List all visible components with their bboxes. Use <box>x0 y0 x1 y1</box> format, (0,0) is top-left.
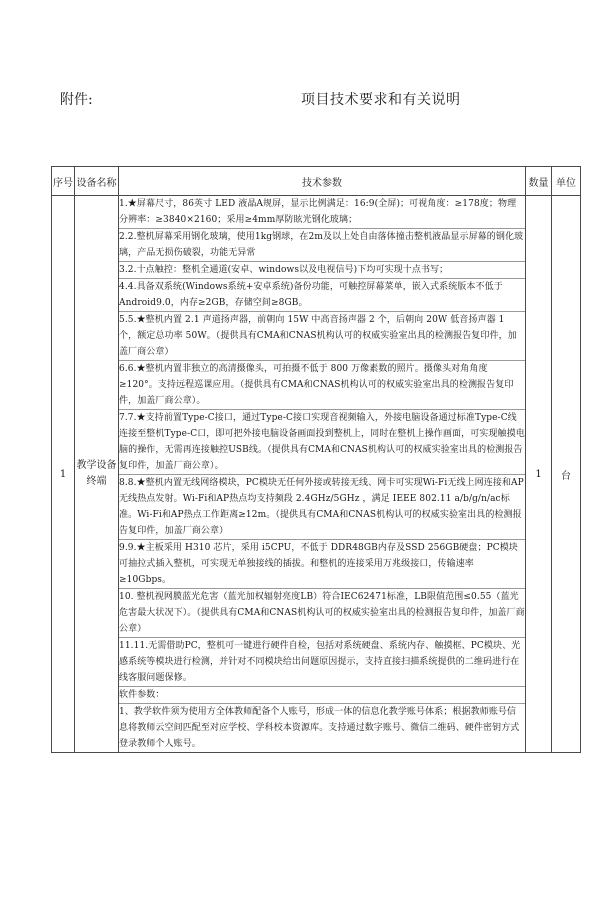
attachment-label: 附件: <box>60 92 93 108</box>
header-tech-params: 技术参数 <box>119 167 526 196</box>
table-header-row <box>52 167 581 196</box>
param-item: 10. 整机视网膜蓝光危害（蓝光加权辐射亮度LB）符合IEC62471标准，LB限值范围≤0.55（蓝光危害最大状况下）。（提供具有CMA和CNAS机构认可的权威实验室出具的检测报告复印件，加盖厂商公章） <box>119 589 525 638</box>
param-item: 6.6.★整机内置非独立的高清摄像头，可拍摄不低于 800 万像素数的照片。摄像头对角角度≥120°。支持远程巡课应用。（提供具有CMA和CNAS机构认可的权威实验室出具的检测报告复印件，加盖厂商公章）。 <box>119 361 525 410</box>
row-tech-params <box>119 196 526 753</box>
param-item: 1、教学软件须为使用方全体教师配备个人账号，形成一体的信息化教学账号体系；根据教师账号信息将教师云空间匹配至对应学校、学科校本资源库。支持通过数字账号、微信二维码、硬件密钥方式登录教师个人账号。 <box>119 707 520 749</box>
param-item: 3.2.十点触控：整机全通道(安卓、windows以及电视信号)下均可实现十点书写； <box>119 262 525 279</box>
param-item: 软件参数： <box>119 687 525 704</box>
row-quantity: 1 <box>526 196 552 753</box>
param-item: 4.4.具备双系统(Windows系统+安卓系统)备份功能，可触控屏幕菜单，嵌入式系统版本不低于Android9.0，内存≥2GB，存储空间≥8GB。 <box>119 279 525 312</box>
param-item: 7.7.★支持前置Type-C接口，通过Type-C接口实现音视频输入，外接电脑设备通过标准Type-C线连接至整机Type-C口，即可把外接电脑设备画面投到整机上，同时在整机上操作画面，可实现触摸电脑的操作，无需再连接触控USB线。（提供具有CMA和CNAS机构认可的权威实验室出具的检测报告复印件，加盖厂商公章）。 <box>119 410 525 475</box>
row-seq: 1 <box>52 196 75 753</box>
param-item: 8.8.★整机内置无线网络模块，PC模块无任何外接或转接无线、网卡可实现Wi-Fi无线上网连接和AP无线热点发射。Wi-Fi和AP热点均支持频段 2.4GHz/5GHz ，满足 IEEE 802.11 a/b/g/n/ac标准。Wi-Fi和AP热点工作距离≥12m。（提供具有CMA和CNAS机构认可的权威实验室出具的检测报告复印件，加盖厂商公章） <box>119 475 525 540</box>
table-row <box>52 196 581 753</box>
header-device-name: 设备名称 <box>75 167 119 196</box>
header-quantity: 数量 <box>526 167 552 196</box>
header-seq: 序号 <box>52 167 75 196</box>
param-item: 5.5.★整机内置 2.1 声道扬声器，前朝向 15W 中高音扬声器 2 个，后朝向 20W 低音扬声器 1 个，额定总功率 50W。（提供具有CMA和CNAS机构认可的权威实验室出具的检测报告复印件，加盖厂商公章） <box>119 312 525 361</box>
row-device-name: 教学设备终端 <box>75 196 119 753</box>
param-item: 1.★屏幕尺寸，86英寸 LED 液晶A规屏，显示比例满足：16:9(全屏)；可视角度：≥178度；物理分辨率：≥3840×2160；采用≥4mm厚防眩光钢化玻璃； <box>119 196 525 229</box>
param-item: 2.2.整机屏幕采用钢化玻璃，使用1kg钢球，在2m及以上处自由落体撞击整机液晶显示屏幕的钢化玻璃，产品无损伤破裂，功能无异常 <box>119 229 525 262</box>
spec-table <box>51 166 581 753</box>
row-unit: 台 <box>552 196 581 753</box>
param-item: 9.9.★主板采用 H310 芯片，采用 i5CPU，不低于 DDR48GB内存及SSD 256GB硬盘；PC模块可抽拉式插入整机，可实现无单独接线的插拔。和整机的连接采用万兆级接口，传输速率≥10Gbps。 <box>119 540 525 589</box>
header-unit: 单位 <box>552 167 581 196</box>
document-title: 项目技术要求和有关说明 <box>301 92 461 108</box>
param-item: 11.11.无需借助PC，整机可一键进行硬件自检，包括对系统硬盘、系统内存、触摸框、PC模块、光感系统等模块进行检测，并针对不同模块给出问题原因提示，支持直接扫描系统提供的二维码进行在线客服问题保修。 <box>119 638 525 687</box>
